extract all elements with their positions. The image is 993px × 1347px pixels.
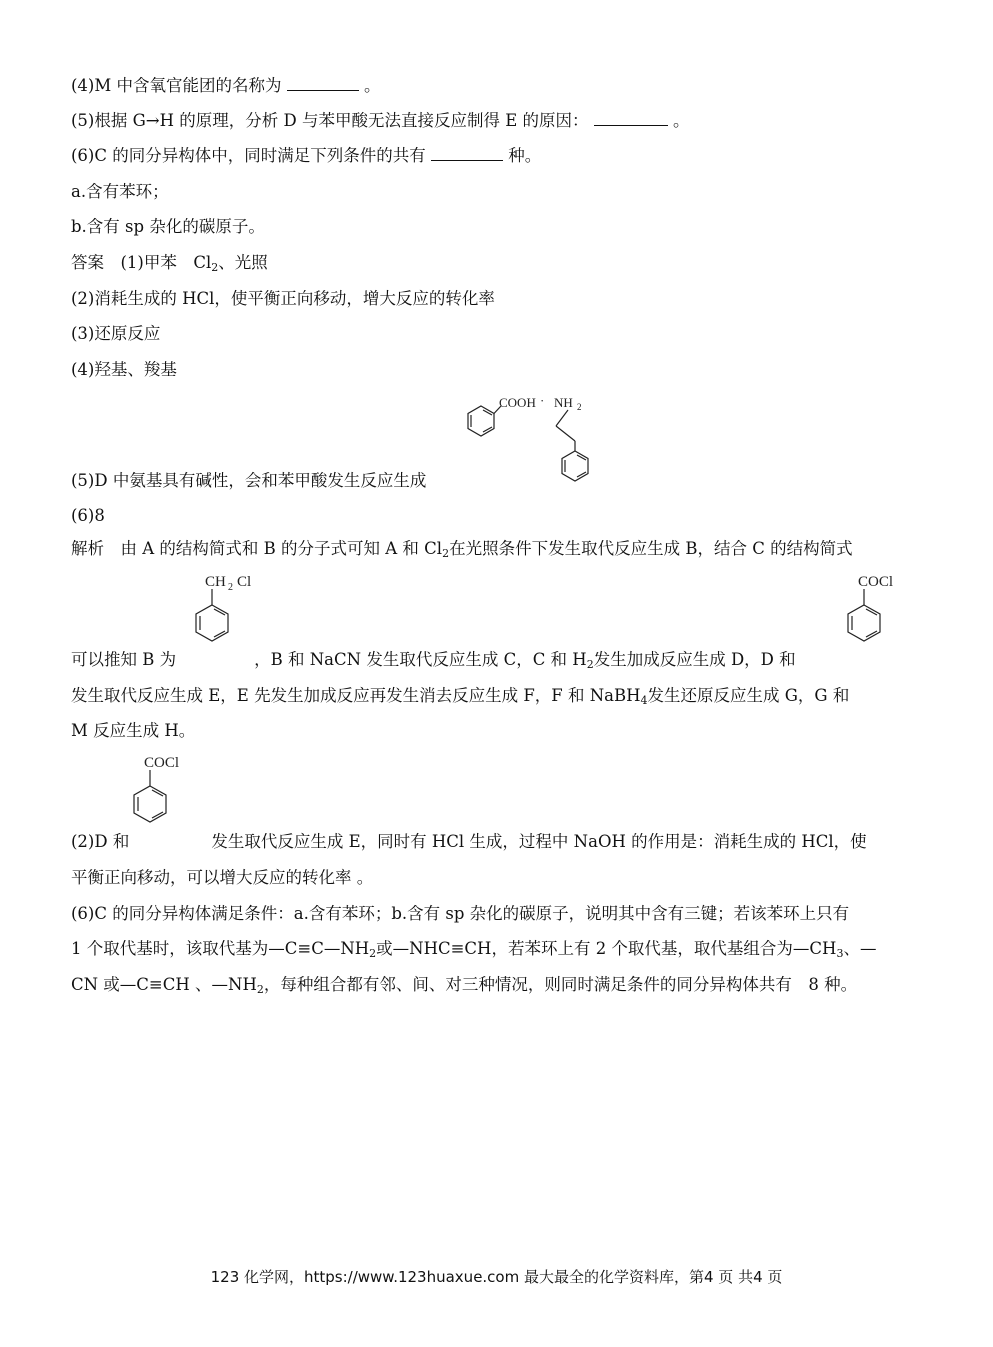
answer-1-tail: 、光照 bbox=[218, 253, 268, 272]
question-6-end: 种。 bbox=[508, 146, 542, 165]
benzoyl-chloride-svg bbox=[840, 571, 920, 667]
question-4-end: 。 bbox=[364, 76, 381, 95]
answer-1 bbox=[71, 253, 268, 273]
question-5-end: 。 bbox=[673, 111, 690, 130]
analysis-line-4: M 反应生成 H。 bbox=[71, 721, 196, 740]
answer-blank bbox=[287, 76, 359, 91]
benzyl-subscript: 2 bbox=[228, 582, 233, 593]
acyl-label: COCl bbox=[858, 574, 894, 590]
analysis-line-6: 平衡正向移动，可以增大反应的转化率 。 bbox=[71, 868, 374, 887]
analysis-line-3 bbox=[71, 686, 849, 706]
analysis-line-2 bbox=[71, 650, 796, 670]
analysis-text: 1 个取代基时，该取代基为—C≡C—NH bbox=[71, 939, 370, 958]
analysis-text: 发生加成反应生成 D，D 和 bbox=[593, 650, 796, 669]
analysis-text: 解析 由 A 的结构简式和 B 的分子式可知 A 和 Cl bbox=[71, 539, 443, 558]
analysis-text: 、— bbox=[843, 939, 877, 958]
analysis-text: CN 或—C≡CH 、—NH bbox=[71, 975, 257, 994]
subscript: 2 bbox=[211, 261, 219, 274]
subscript: 2 bbox=[442, 547, 450, 560]
question-6-text: (6)C 的同分异构体中，同时满足下列条件的共有 bbox=[71, 146, 426, 165]
analysis-text: 可以推知 B 为 bbox=[71, 650, 177, 669]
condition-b: b.含有 sp 杂化的碳原子。 bbox=[71, 217, 265, 236]
question-4 bbox=[71, 76, 381, 96]
answer-2: (2)消耗生成的 HCl，使平衡正向移动，增大反应的转化率 bbox=[71, 289, 495, 308]
acid-group-label: COOH bbox=[499, 395, 536, 410]
benzyl-ch-label: CH bbox=[205, 574, 226, 590]
subscript: 2 bbox=[369, 947, 377, 960]
analysis-line-1 bbox=[71, 539, 853, 559]
answer-4: (4)羟基、羧基 bbox=[71, 360, 177, 379]
answer-6: (6)8 bbox=[71, 506, 105, 525]
question-5 bbox=[71, 111, 690, 131]
analysis-text: 或—NHC≡CH，若苯环上有 2 个取代基，取代基组合为—CH bbox=[376, 939, 837, 958]
analysis-text: 发生取代反应生成 E，同时有 HCl 生成，过程中 NaOH 的作用是：消耗生成的 HCl，使 bbox=[211, 832, 867, 851]
subscript: 3 bbox=[836, 947, 844, 960]
analysis-line-7: (6)C 的同分异构体满足条件：a.含有苯环；b.含有 sp 杂化的碳原子，说明其中含有三键；若该苯环上只有 bbox=[71, 904, 850, 923]
acyl-label: COCl bbox=[144, 755, 180, 771]
analysis-line-8 bbox=[71, 939, 876, 959]
question-5-text: (5)根据 G→H 的原理，分析 D 与苯甲酸无法直接反应制得 E 的原因： bbox=[71, 111, 589, 130]
analysis-line-9 bbox=[71, 975, 857, 995]
answer-5: (5)D 中氨基具有碱性，会和苯甲酸发生反应生成 bbox=[71, 471, 427, 490]
analysis-text: ，每种组合都有邻、间、对三种情况，则同时满足条件的同分异构体共有 8 种。 bbox=[263, 975, 858, 994]
salt-structure-svg bbox=[455, 388, 595, 488]
page-footer: 123 化学网，https://www.123huaxue.com 最大最全的化学资料库，第4 页 共4 页 bbox=[210, 1268, 783, 1286]
answer-blank bbox=[431, 146, 503, 161]
answer-1-text: 答案 (1)甲苯 Cl bbox=[71, 253, 212, 272]
analysis-text: 在光照条件下发生取代反应生成 B，结合 C 的结构简式 bbox=[449, 539, 853, 558]
subscript: 2 bbox=[586, 658, 594, 671]
amine-subscript: 2 bbox=[577, 402, 582, 412]
salt-dot: · bbox=[540, 393, 545, 408]
benzoyl-chloride-structure bbox=[840, 571, 920, 667]
analysis-text: (2)D 和 bbox=[71, 832, 130, 851]
analysis-text: 发生还原反应生成 G，G 和 bbox=[647, 686, 850, 705]
question-6 bbox=[71, 146, 541, 166]
question-4-text: (4)M 中含氧官能团的名称为 bbox=[71, 76, 282, 95]
amine-group-label: NH bbox=[554, 395, 573, 410]
analysis-text: 发生取代反应生成 E，E 先发生加成反应再发生消去反应生成 F，F 和 NaBH bbox=[71, 686, 641, 705]
answer-blank bbox=[594, 111, 668, 126]
answer-3: (3)还原反应 bbox=[71, 324, 161, 343]
condition-a: a.含有苯环； bbox=[71, 182, 169, 201]
analysis-line-5 bbox=[71, 832, 867, 852]
salt-structure bbox=[455, 388, 595, 488]
analysis-text: ，B 和 NaCN 发生取代反应生成 C，C 和 H bbox=[254, 650, 587, 669]
benzyl-cl-label: Cl bbox=[237, 574, 252, 590]
subscript: 2 bbox=[256, 983, 264, 996]
subscript: 4 bbox=[640, 694, 648, 707]
